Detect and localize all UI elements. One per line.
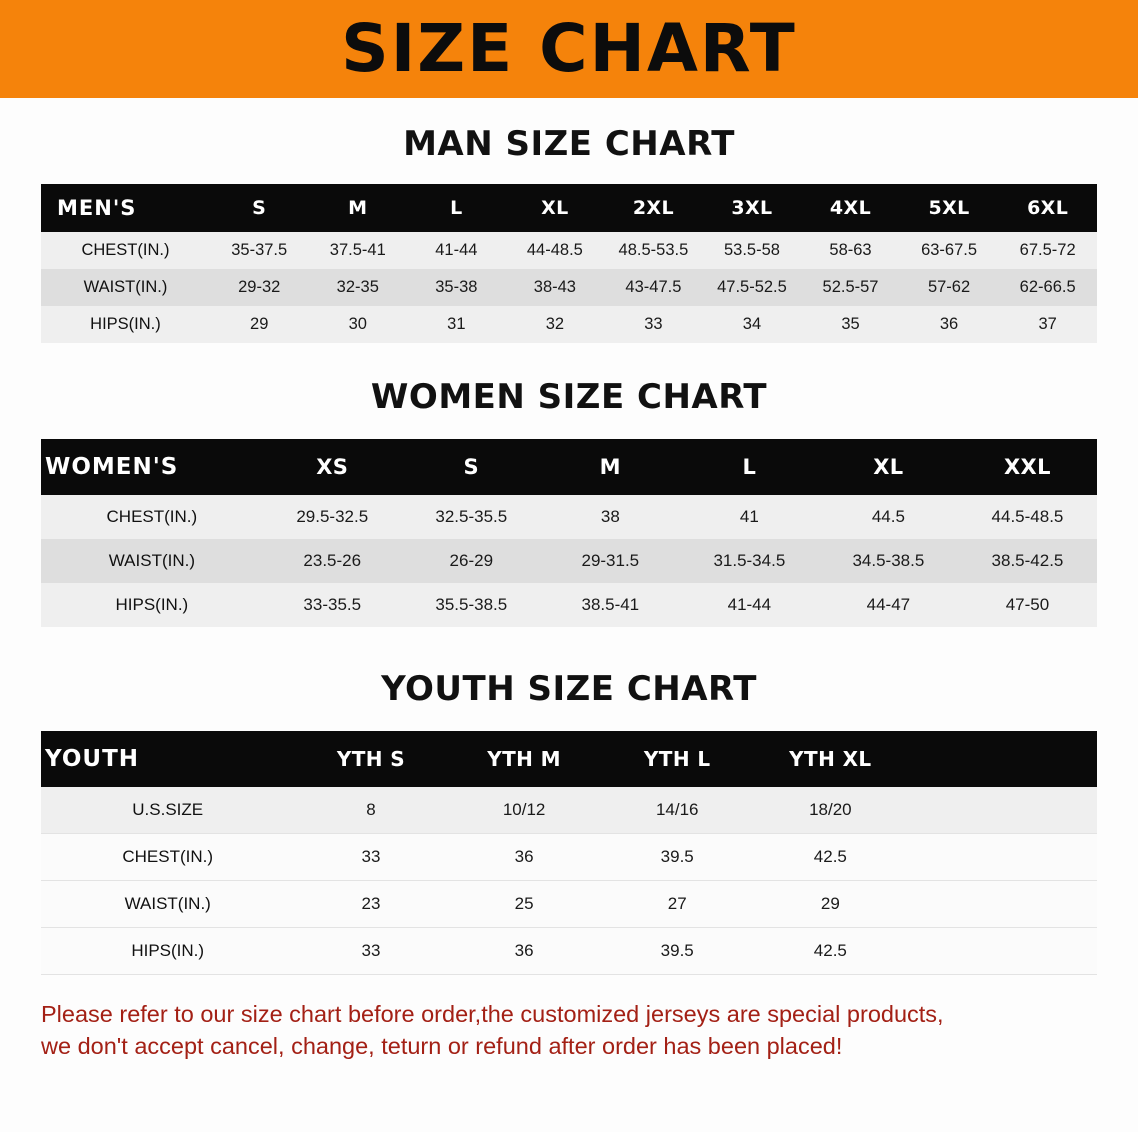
table-header-row (41, 731, 1097, 787)
women-r1-c0: WAIST(IN.) (41, 539, 263, 583)
youth-r3-c2: 36 (448, 928, 601, 975)
women-r1-c2: 26-29 (402, 539, 541, 583)
page-title: SIZE CHART (341, 10, 797, 87)
man-r1-c3: 35-38 (407, 269, 506, 306)
women-r1-c3: 29-31.5 (541, 539, 680, 583)
women-r2-c3: 38.5-41 (541, 583, 680, 627)
youth-r1-c2: 36 (448, 834, 601, 881)
man-header-cell-5: 2XL (604, 184, 703, 232)
man-r2-c6: 34 (703, 306, 802, 343)
youth-r2-c3: 27 (601, 881, 754, 928)
youth-r2-c0: WAIST(IN.) (41, 881, 294, 928)
women-r1-c1: 23.5-26 (263, 539, 402, 583)
man-r2-c1: 29 (210, 306, 309, 343)
disclaimer-line-2: we don't accept cancel, change, teturn or refund after order has been placed! (41, 1032, 843, 1059)
table-row (41, 583, 1097, 627)
table-row (41, 834, 1097, 881)
women-r2-c0: HIPS(IN.) (41, 583, 263, 627)
man-r2-c9: 37 (998, 306, 1097, 343)
youth-r1-spacer (907, 834, 1097, 881)
man-r0-c7: 58-63 (801, 232, 900, 269)
youth-r3-spacer (907, 928, 1097, 975)
man-r2-c8: 36 (900, 306, 999, 343)
man-r0-c0: CHEST(IN.) (41, 232, 210, 269)
man-section-heading: MAN SIZE CHART (403, 124, 735, 164)
man-r1-c9: 62-66.5 (998, 269, 1097, 306)
women-r1-c5: 34.5-38.5 (819, 539, 958, 583)
women-r1-c4: 31.5-34.5 (680, 539, 819, 583)
man-header-cell-1: S (210, 184, 309, 232)
man-header-cell-2: M (309, 184, 408, 232)
youth-r3-c0: HIPS(IN.) (41, 928, 294, 975)
man-header-cell-6: 3XL (703, 184, 802, 232)
women-r0-c3: 38 (541, 495, 680, 539)
youth-table-body (41, 787, 1097, 975)
man-r1-c6: 47.5-52.5 (703, 269, 802, 306)
man-r2-c3: 31 (407, 306, 506, 343)
table-row (41, 495, 1097, 539)
women-header-cell-0: WOMEN'S (41, 439, 263, 495)
women-r0-c5: 44.5 (819, 495, 958, 539)
youth-r0-c0: U.S.SIZE (41, 787, 294, 834)
women-header-cell-4: L (680, 439, 819, 495)
women-table-body (41, 495, 1097, 627)
women-table-head (41, 439, 1097, 495)
youth-header-cell-3: YTH L (601, 731, 754, 787)
youth-table-head (41, 731, 1097, 787)
man-table-head (41, 184, 1097, 232)
man-r1-c5: 43-47.5 (604, 269, 703, 306)
man-r2-c5: 33 (604, 306, 703, 343)
man-r1-c8: 57-62 (900, 269, 999, 306)
man-r1-c7: 52.5-57 (801, 269, 900, 306)
youth-size-table-wrapper (41, 731, 1097, 975)
man-header-cell-4: XL (506, 184, 605, 232)
youth-r0-c4: 18/20 (754, 787, 907, 834)
women-r2-c5: 44-47 (819, 583, 958, 627)
youth-r2-c1: 23 (294, 881, 447, 928)
table-header-row (41, 184, 1097, 232)
youth-r1-c0: CHEST(IN.) (41, 834, 294, 881)
youth-r2-spacer (907, 881, 1097, 928)
man-r0-c9: 67.5-72 (998, 232, 1097, 269)
youth-r3-c4: 42.5 (754, 928, 907, 975)
youth-r0-c2: 10/12 (448, 787, 601, 834)
youth-r1-c1: 33 (294, 834, 447, 881)
table-row (41, 787, 1097, 834)
women-section-heading: WOMEN SIZE CHART (370, 377, 768, 417)
youth-header-cell-4: YTH XL (754, 731, 907, 787)
youth-r0-c3: 14/16 (601, 787, 754, 834)
man-r1-c1: 29-32 (210, 269, 309, 306)
women-r2-c2: 35.5-38.5 (402, 583, 541, 627)
youth-header-cell-2: YTH M (448, 731, 601, 787)
man-header-cell-7: 4XL (801, 184, 900, 232)
man-r0-c4: 44-48.5 (506, 232, 605, 269)
man-r0-c2: 37.5-41 (309, 232, 408, 269)
women-r2-c4: 41-44 (680, 583, 819, 627)
women-header-cell-5: XL (819, 439, 958, 495)
youth-header-cell-1: YTH S (294, 731, 447, 787)
youth-r3-c3: 39.5 (601, 928, 754, 975)
man-header-cell-9: 6XL (998, 184, 1097, 232)
youth-r3-c1: 33 (294, 928, 447, 975)
youth-r2-c2: 25 (448, 881, 601, 928)
man-r1-c2: 32-35 (309, 269, 408, 306)
man-size-table (41, 184, 1097, 343)
table-row (41, 269, 1097, 306)
table-row (41, 539, 1097, 583)
man-header-cell-0: MEN'S (41, 184, 210, 232)
man-r2-c7: 35 (801, 306, 900, 343)
women-r0-c2: 32.5-35.5 (402, 495, 541, 539)
women-r1-c6: 38.5-42.5 (958, 539, 1097, 583)
women-r0-c6: 44.5-48.5 (958, 495, 1097, 539)
man-table-body (41, 232, 1097, 343)
man-header-cell-3: L (407, 184, 506, 232)
women-r0-c0: CHEST(IN.) (41, 495, 263, 539)
page-banner (0, 0, 1138, 98)
women-size-table-wrapper (41, 439, 1097, 627)
man-r2-c2: 30 (309, 306, 408, 343)
youth-r1-c4: 42.5 (754, 834, 907, 881)
man-r1-c4: 38-43 (506, 269, 605, 306)
women-header-cell-2: S (402, 439, 541, 495)
table-header-row (41, 439, 1097, 495)
man-r0-c6: 53.5-58 (703, 232, 802, 269)
man-r0-c3: 41-44 (407, 232, 506, 269)
man-r0-c8: 63-67.5 (900, 232, 999, 269)
youth-section-heading: YOUTH SIZE CHART (381, 669, 757, 709)
youth-header-cell-0: YOUTH (41, 731, 294, 787)
man-r0-c5: 48.5-53.5 (604, 232, 703, 269)
youth-r0-c1: 8 (294, 787, 447, 834)
man-size-table-wrapper (41, 184, 1097, 343)
women-header-cell-6: XXL (958, 439, 1097, 495)
table-row (41, 306, 1097, 343)
youth-header-spacer (907, 731, 1097, 787)
women-header-cell-1: XS (263, 439, 402, 495)
youth-r0-spacer (907, 787, 1097, 834)
women-size-table (41, 439, 1097, 627)
man-r2-c0: HIPS(IN.) (41, 306, 210, 343)
table-row (41, 881, 1097, 928)
youth-r1-c3: 39.5 (601, 834, 754, 881)
man-r2-c4: 32 (506, 306, 605, 343)
women-r0-c4: 41 (680, 495, 819, 539)
disclaimer-note (41, 999, 1097, 1062)
women-r2-c1: 33-35.5 (263, 583, 402, 627)
youth-size-table (41, 731, 1097, 975)
women-header-cell-3: M (541, 439, 680, 495)
table-row (41, 928, 1097, 975)
women-r0-c1: 29.5-32.5 (263, 495, 402, 539)
disclaimer-line-1: Please refer to our size chart before order,the customized jerseys are special products, (41, 1001, 944, 1027)
man-header-cell-8: 5XL (900, 184, 999, 232)
table-row (41, 232, 1097, 269)
man-r1-c0: WAIST(IN.) (41, 269, 210, 306)
youth-r2-c4: 29 (754, 881, 907, 928)
man-r0-c1: 35-37.5 (210, 232, 309, 269)
women-r2-c6: 47-50 (958, 583, 1097, 627)
